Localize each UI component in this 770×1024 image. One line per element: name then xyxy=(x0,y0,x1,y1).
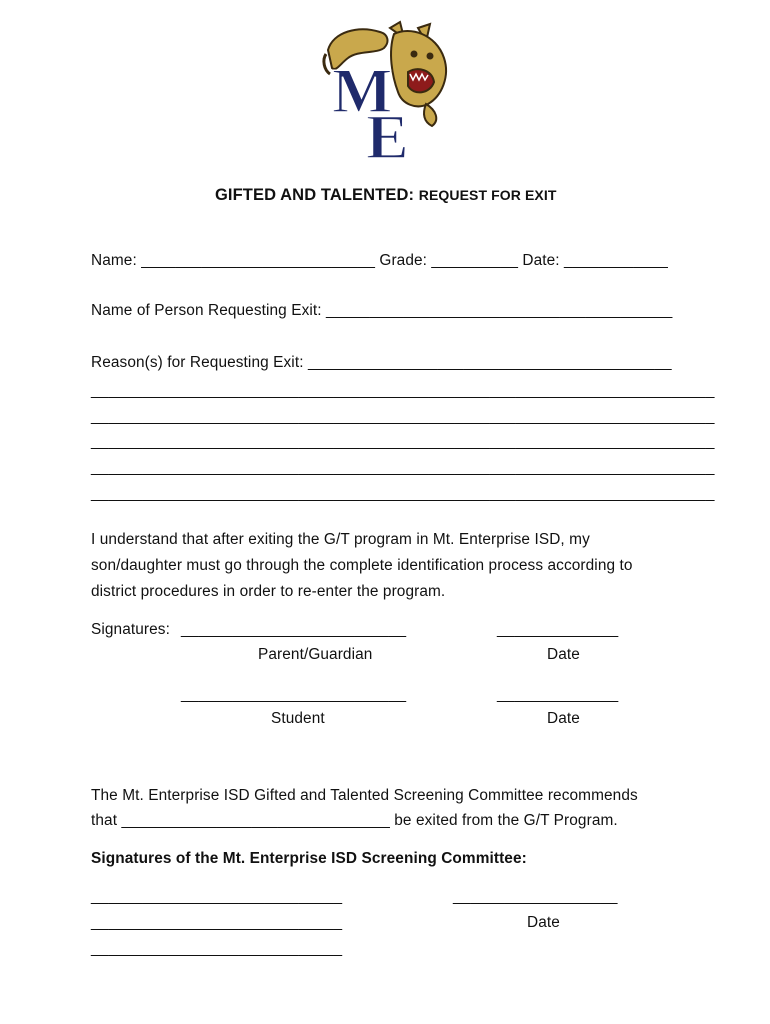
reasons-blank-line[interactable]: ________________________________________________________________________ xyxy=(91,382,715,399)
parent-date-line[interactable]: ______________ xyxy=(497,621,619,638)
logo-letter-e: E xyxy=(366,101,409,162)
committee-signature-line[interactable]: _____________________________ xyxy=(91,940,343,957)
student-date-line[interactable]: ______________ xyxy=(497,686,619,703)
signatures-label: Signatures: xyxy=(91,621,170,638)
name-grade-date-field[interactable]: Name: ___________________________ Grade: __________ Date: ____________ xyxy=(91,252,668,269)
student-signature-line[interactable]: __________________________ xyxy=(181,686,407,703)
committee-signature-line[interactable]: _____________________________ xyxy=(91,888,343,905)
reasons-blank-line[interactable]: ________________________________________________________________________ xyxy=(91,459,715,476)
title-main: GIFTED AND TALENTED: xyxy=(215,186,415,204)
parent-guardian-label: Parent/Guardian xyxy=(258,646,373,663)
committee-student-field[interactable]: that _______________________________ be exited from the G/T Program. xyxy=(91,812,618,829)
student-label: Student xyxy=(271,710,325,727)
reasons-blank-line[interactable]: ________________________________________________________________________ xyxy=(91,433,715,450)
committee-heading: Signatures of the Mt. Enterprise ISD Screening Committee: xyxy=(91,850,527,867)
statement-line: I understand that after exiting the G/T program in Mt. Enterprise ISD, my xyxy=(91,531,590,548)
parent-signature-line[interactable]: __________________________ xyxy=(181,621,407,638)
parent-date-label: Date xyxy=(547,646,580,663)
title-sub: REQUEST FOR EXIT xyxy=(418,187,557,203)
page-title xyxy=(215,186,557,204)
reasons-blank-line[interactable]: ________________________________________________________________________ xyxy=(91,408,715,425)
committee-text-line: The Mt. Enterprise ISD Gifted and Talented Screening Committee recommends xyxy=(91,787,638,804)
statement-line: district procedures in order to re-enter the program. xyxy=(91,583,446,600)
student-date-label: Date xyxy=(547,710,580,727)
committee-date-line[interactable]: ___________________ xyxy=(453,888,618,905)
logo-letter-m: M xyxy=(332,55,393,126)
requester-name-field[interactable]: Name of Person Requesting Exit: ________________________________________ xyxy=(91,302,673,319)
school-logo xyxy=(318,20,458,162)
statement-line: son/daughter must go through the complete identification process according to xyxy=(91,557,633,574)
committee-signature-line[interactable]: _____________________________ xyxy=(91,914,343,931)
reasons-blank-line[interactable]: ________________________________________________________________________ xyxy=(91,485,715,502)
reasons-field[interactable]: Reason(s) for Requesting Exit: __________________________________________ xyxy=(91,354,672,371)
committee-date-label: Date xyxy=(527,914,560,931)
